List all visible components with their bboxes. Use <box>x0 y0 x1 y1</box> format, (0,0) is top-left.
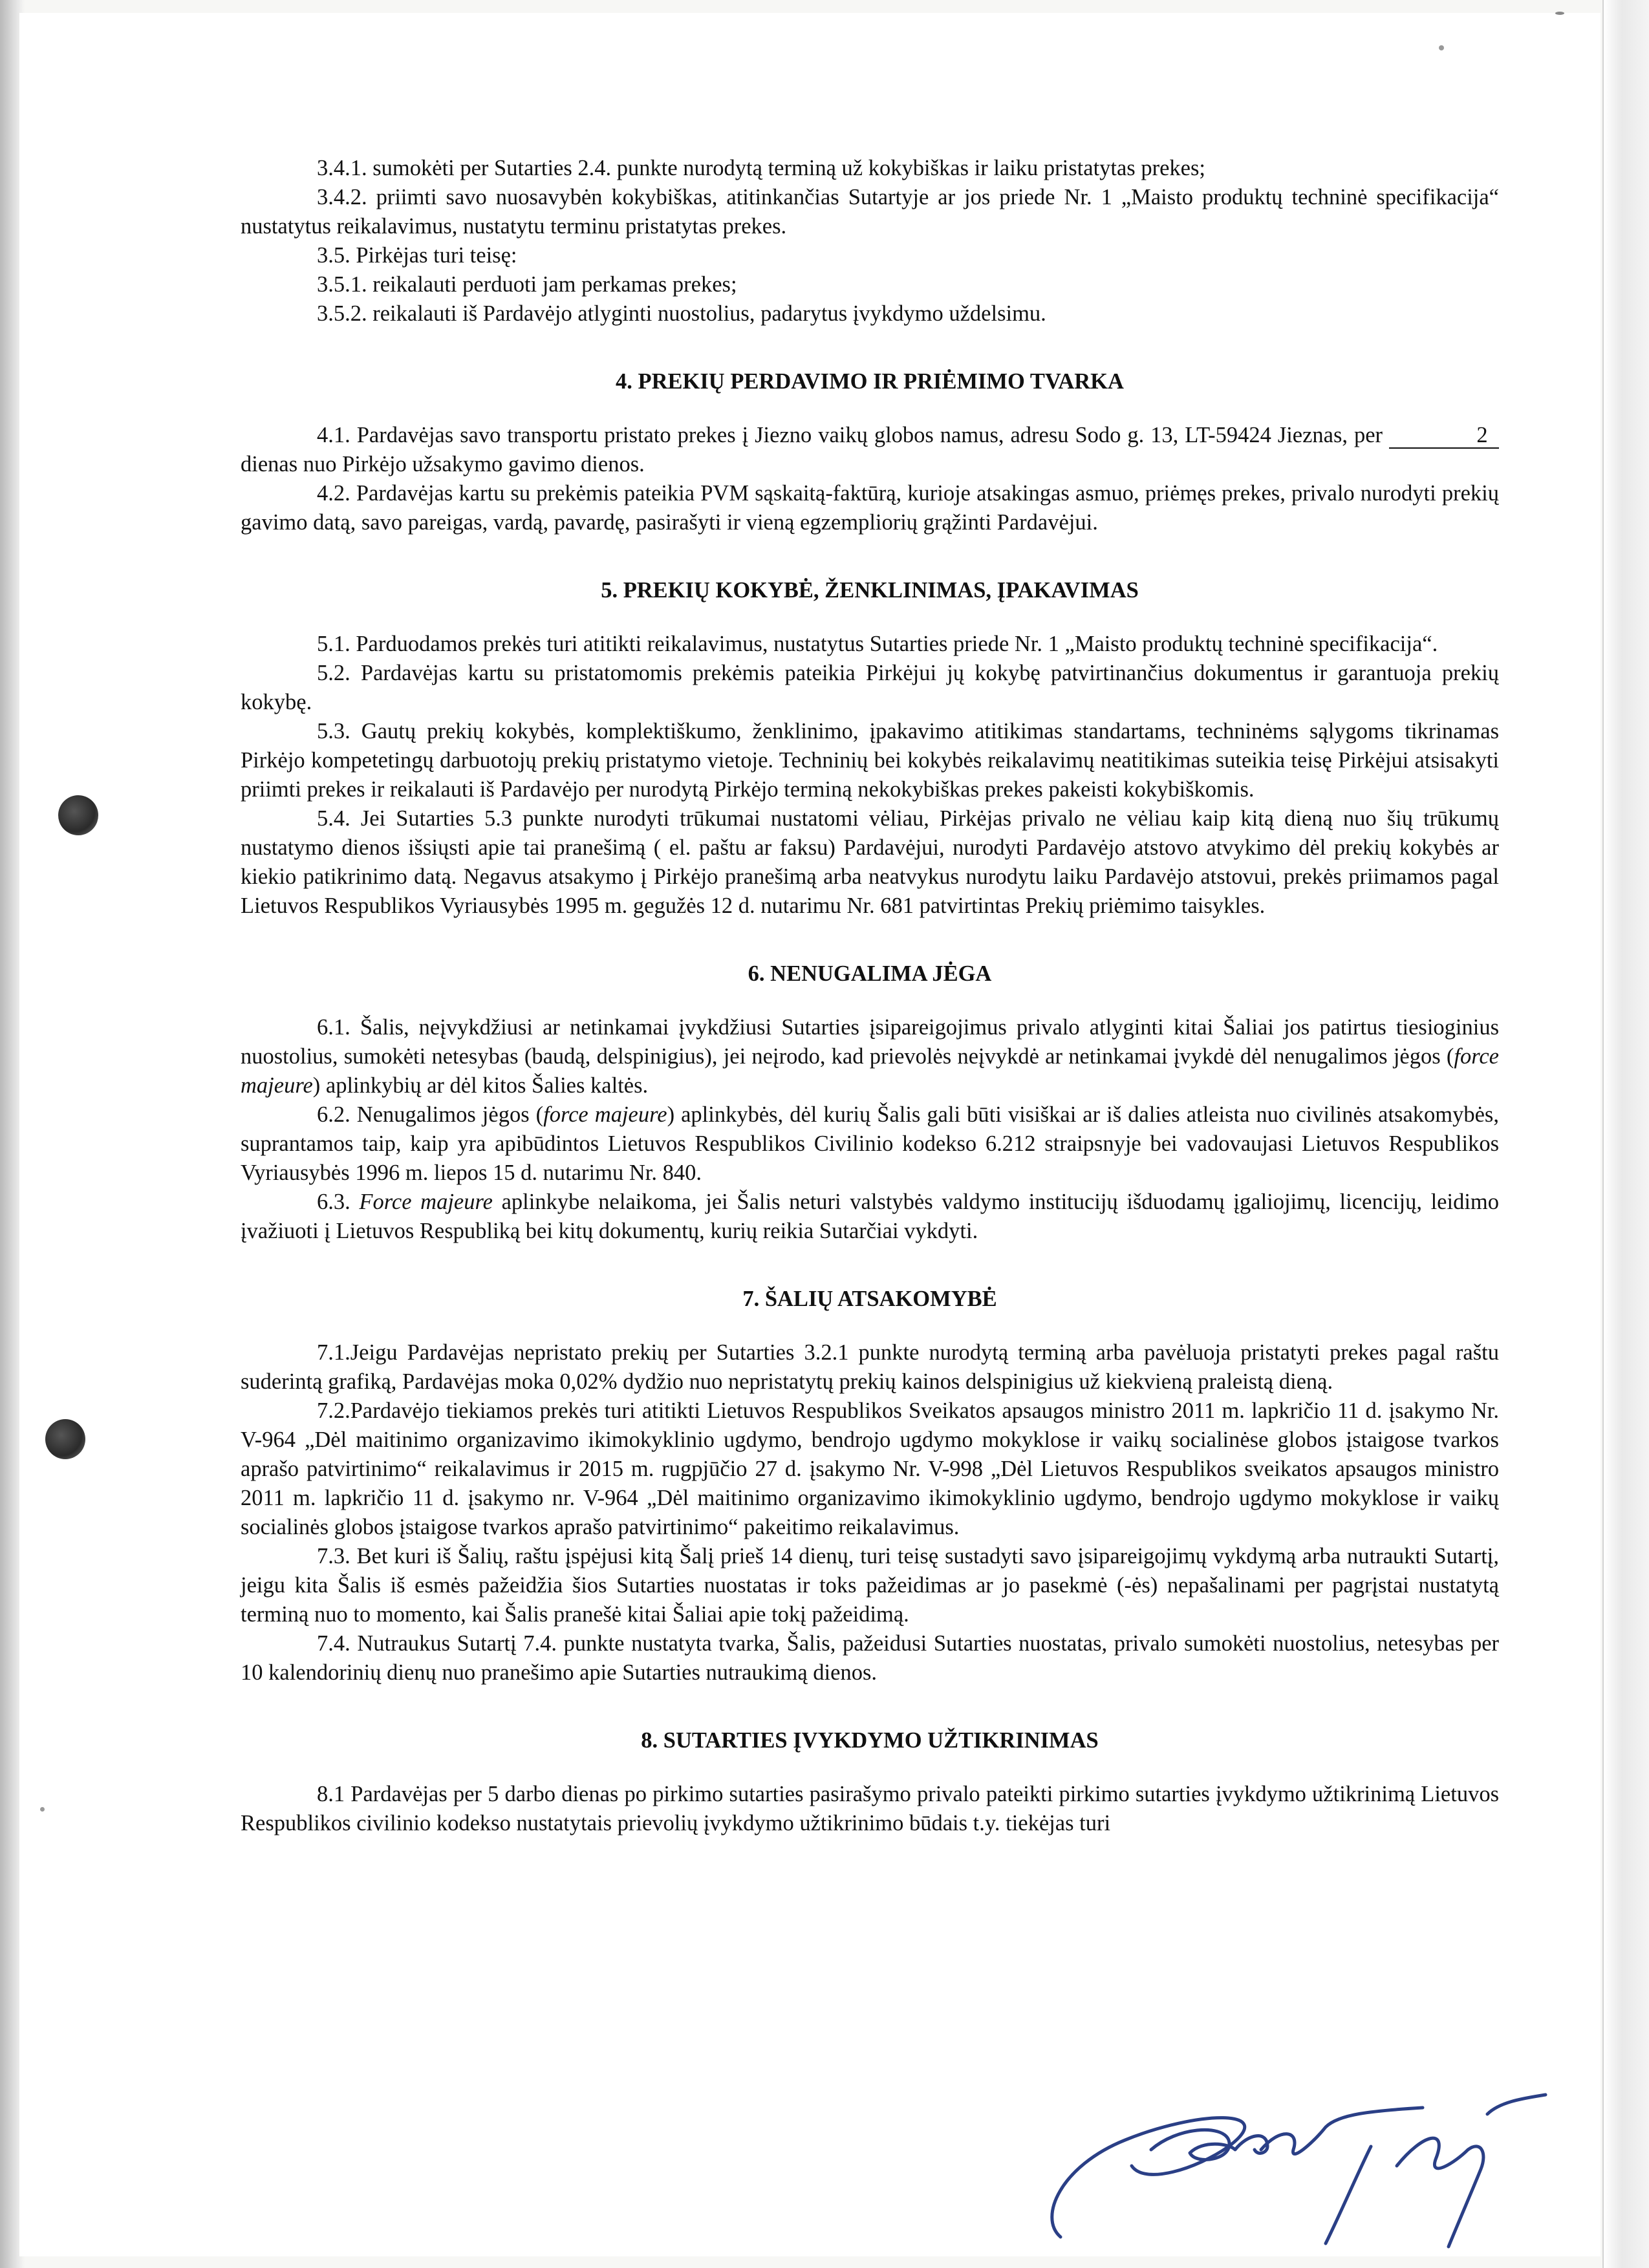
clause-6-1-text-a: 6.1. Šalis, neįvykdžiusi ar netinkamai įvykdžiusi Sutarties įsipareigojimus privalo atlyginti kitai Šaliai jos patirtus tiesioginius nuostolius, sumokėti netesybas (baudą, delspinigius), jei neįrodo, kad prievolės neįvykdė ar netinkamai įvykdė dėl nenugalimos jėgos ( <box>241 1015 1499 1069</box>
clause-7-2: 7.2.Pardavėjo tiekiamos prekės turi atitikti Lietuvos Respublikos Sveikatos apsaugos ministro 2011 m. lapkričio 11 d. įsakymo Nr. V-964 „Dėl maitinimo organizavimo ikimokyklinio ugdymo, bendrojo ugdymo mokyklose ir vaikų socialinėse globos įstaigose tvarkos aprašo patvirtinimo“ reikalavimus ir 2015 m. rugpjūčio 27 d. įsakymo Nr. V-998 „Dėl Lietuvos Respublikos sveikatos apsaugos ministro 2011 m. lapkričio 11 d. įsakymo nr. V-964 „Dėl maitinimo organizavimo ikimokyklinio ugdymo, bendrojo ugdymo mokyklose ir vaikų socialinės globos įstaigose tvarkos aprašo patvirtinimo“ pakeitimo reikalavimus. <box>241 1398 1499 1539</box>
section-4-heading: 4. PREKIŲ PERDAVIMO IR PRIĖMIMO TVARKA <box>616 369 1124 394</box>
section-7-heading: 7. ŠALIŲ ATSAKOMYBĖ <box>742 1287 997 1311</box>
clause-3-4-2: 3.4.2. priimti savo nuosavybėn kokybiškas, atitinkančias Sutartyje ar jos priede Nr. 1 „Maisto produktų techninė specifikacija“ nustatytus reikalavimus, nustatytu terminu pristatytas prekes. <box>241 185 1499 239</box>
signature-stroke <box>1261 2108 1423 2154</box>
section-5-heading: 5. PREKIŲ KOKYBĖ, ŽENKLINIMAS, ĮPAKAVIMAS <box>601 578 1139 603</box>
clause-3-5-2: 3.5.2. reikalauti iš Pardavėjo atlyginti nuostolius, padarytus įvykdymo uždelsimu. <box>317 301 1046 326</box>
clause-7-4: 7.4. Nutraukus Sutartį 7.4. punkte nustatyta tvarka, Šalis, pažeidusi Sutarties nuostatas, privalo sumokėti nuostolius, netesybas per 10 kalendorinių dienų nuo pranešimo apie Sutarties nutraukimą dienos. <box>241 1631 1499 1685</box>
section-8-heading: 8. SUTARTIES ĮVYKDYMO UŽTIKRINIMAS <box>641 1728 1099 1753</box>
clause-8-1: 8.1 Pardavėjas per 5 darbo dienas po pirkimo sutarties pasirašymo privalo pateikti pirkimo sutarties įvykdymo užtikrinimą Lietuvos Respublikos civilinio kodekso nustatytais prievolių įvykdymo užtikrinimo būdais t.y. tiekėjas turi <box>241 1782 1499 1835</box>
clause-7-1: 7.1.Jeigu Pardavėjas nepristato prekių per Sutarties 3.2.1 punkte nurodytą terminą arba pavėluoja pristatyti prekes pagal raštu suderintą grafiką, Pardavėjas moka 0,02% dydžio nuo nepristatytų prekių kainos delspinigius už kiekvieną praleistą dieną. <box>241 1340 1499 1394</box>
clause-4-1 <box>241 421 1499 479</box>
signature-stroke <box>1052 2118 1245 2237</box>
clause-6-2 <box>241 1100 1499 1188</box>
clause-3-5-1: 3.5.1. reikalauti perduoti jam perkamas prekes; <box>317 272 737 297</box>
clause-6-1 <box>241 1013 1499 1100</box>
clause-6-3-text-a: 6.3. <box>317 1190 360 1214</box>
clause-5-2: 5.2. Pardavėjas kartu su pristatomomis prekėmis pateikia Pirkėjui jų kokybę patvirtinančius dokumentus ir garantuoja prekių kokybę. <box>241 661 1499 714</box>
clause-4-2: 4.2. Pardavėjas kartu su prekėmis pateikia PVM sąskaitą-faktūrą, kurioje atsakingas asmuo, priėmęs prekes, privalo nurodyti prekių gavimo datą, savo pareigas, vardą, pavardę, pasirašyti ir vieną egzempliorių grąžinti Pardavėjui. <box>241 481 1499 535</box>
clause-4-1-text-b: dienas nuo Pirkėjo užsakymo gavimo dienos. <box>241 452 645 476</box>
punch-hole-lower <box>45 1419 85 1459</box>
clause-5-3: 5.3. Gautų prekių kokybės, komplektiškumo, ženklinimo, įpakavimo atitikimas standartams, techninėms sąlygoms tikrinamas Pirkėjo kompetetingų darbuotojų prekių pristatymo vietoje. Techninių bei kokybės reikalavimų neatitikimas suteikia teisę Pirkėjui atsisakyti priimti prekes ir reikalauti iš Pardavėjo per nurodytą Pirkėjo terminą nekokybiškas prekes pakeisti kokybiškomis. <box>241 719 1499 802</box>
scan-speck <box>40 1807 45 1812</box>
delivery-days-blank: 2 <box>1389 423 1499 449</box>
scan-right-shadow <box>1604 0 1649 2268</box>
clause-6-3-text-b: aplinkybe nelaikoma, jei Šalis neturi valstybės valdymo institucijų išduodamų įgaliojimų, licencijų, leidimo įvažiuoti į Lietuvos Respubliką bei kitų dokumentų, kurių reikia Sutarčiai vykdyti. <box>241 1190 1499 1243</box>
clause-6-1-italic: force majeure <box>241 1044 1499 1098</box>
document-body <box>241 154 1499 1838</box>
clause-6-3-italic: Force majeure <box>359 1190 493 1214</box>
punch-hole-upper <box>58 795 98 835</box>
scan-speck <box>1439 45 1444 50</box>
signature-stroke <box>1151 2130 1267 2159</box>
clause-5-1: 5.1. Parduodamos prekės turi atitikti reikalavimus, nustatytus Sutarties priede Nr. 1 „Maisto produktų techninė specifikacija“. <box>317 632 1438 656</box>
clause-7-3: 7.3. Bet kuri iš Šalių, raštu įspėjusi kitą Šalį prieš 14 dienų, turi teisę sustadyti savo įsipareigojimų vykdymą arba nutraukti Sutartį, jeigu kita Šalis iš esmės pažeidžia šios Sutarties nuostatas ir toks pažeidimas ar jo pasekmė (-ės) nepašalinami per pagrįstai nustatytą terminą nuo to momento, kai Šalis pranešė kitai Šaliai apie tokį pažeidimą. <box>241 1544 1499 1627</box>
signature-stroke <box>1326 2146 1371 2243</box>
clause-3-5: 3.5. Pirkėjas turi teisę: <box>317 243 517 268</box>
clause-6-3 <box>241 1188 1499 1246</box>
clause-4-1-text-a: 4.1. Pardavėjas savo transportu pristato prekes į Jiezno vaikų globos namus, adresu Sodo g. 13, LT-59424 Jieznas, per <box>317 423 1383 447</box>
clause-5-4: 5.4. Jei Sutarties 5.3 punkte nurodyti trūkumai nustatomi vėliau, Pirkėjas privalo ne vėliau kaip kitą dieną nuo šių trūkumų nustatymo dienos išsiųsti apie tai pranešimą ( el. paštu ar faksu) Pardavėjui, nurodyti Pardavėjo atstovo atvykimo dėl prekių kokybės ar kiekio patikrinimo datą. Negavus atsakymo į Pirkėjo pranešimą arba neatvykus nurodytu laiku Pardavėjo atstovui, prekės priimamos pagal Lietuvos Respublikos Vyriausybės 1995 m. gegužės 12 d. nutarimu Nr. 681 patvirtintas Prekių priėmimo taisykles. <box>241 806 1499 918</box>
clause-6-2-italic: force majeure <box>543 1102 667 1127</box>
handwritten-signature <box>1035 2088 1565 2256</box>
clause-6-1-text-b: ) aplinkybių ar dėl kitos Šalies kaltės. <box>312 1073 649 1098</box>
section-6-heading: 6. NENUGALIMA JĖGA <box>748 961 992 986</box>
signature-stroke <box>1397 2138 1483 2247</box>
signature-stroke <box>1487 2095 1546 2114</box>
clause-3-4-1: 3.4.1. sumokėti per Sutarties 2.4. punkte nurodytą terminą už kokybiškas ir laiku pristatytas prekes; <box>317 156 1205 180</box>
clause-6-2-text-a: 6.2. Nenugalimos jėgos ( <box>317 1102 544 1127</box>
scan-speck <box>1555 12 1564 15</box>
clause-6-2-text-b: ) aplinkybės, dėl kurių Šalis gali būti visiškai ar iš dalies atleista nuo civilinės atsakomybės, suprantamos taip, kaip yra apibūdintos Lietuvos Respublikos Civilinio kodekso 6.212 straipsnyje bei vadovaujasi Lietuvos Respublikos Vyriausybės 1996 m. liepos 15 d. nutarimu Nr. 840. <box>241 1102 1499 1185</box>
